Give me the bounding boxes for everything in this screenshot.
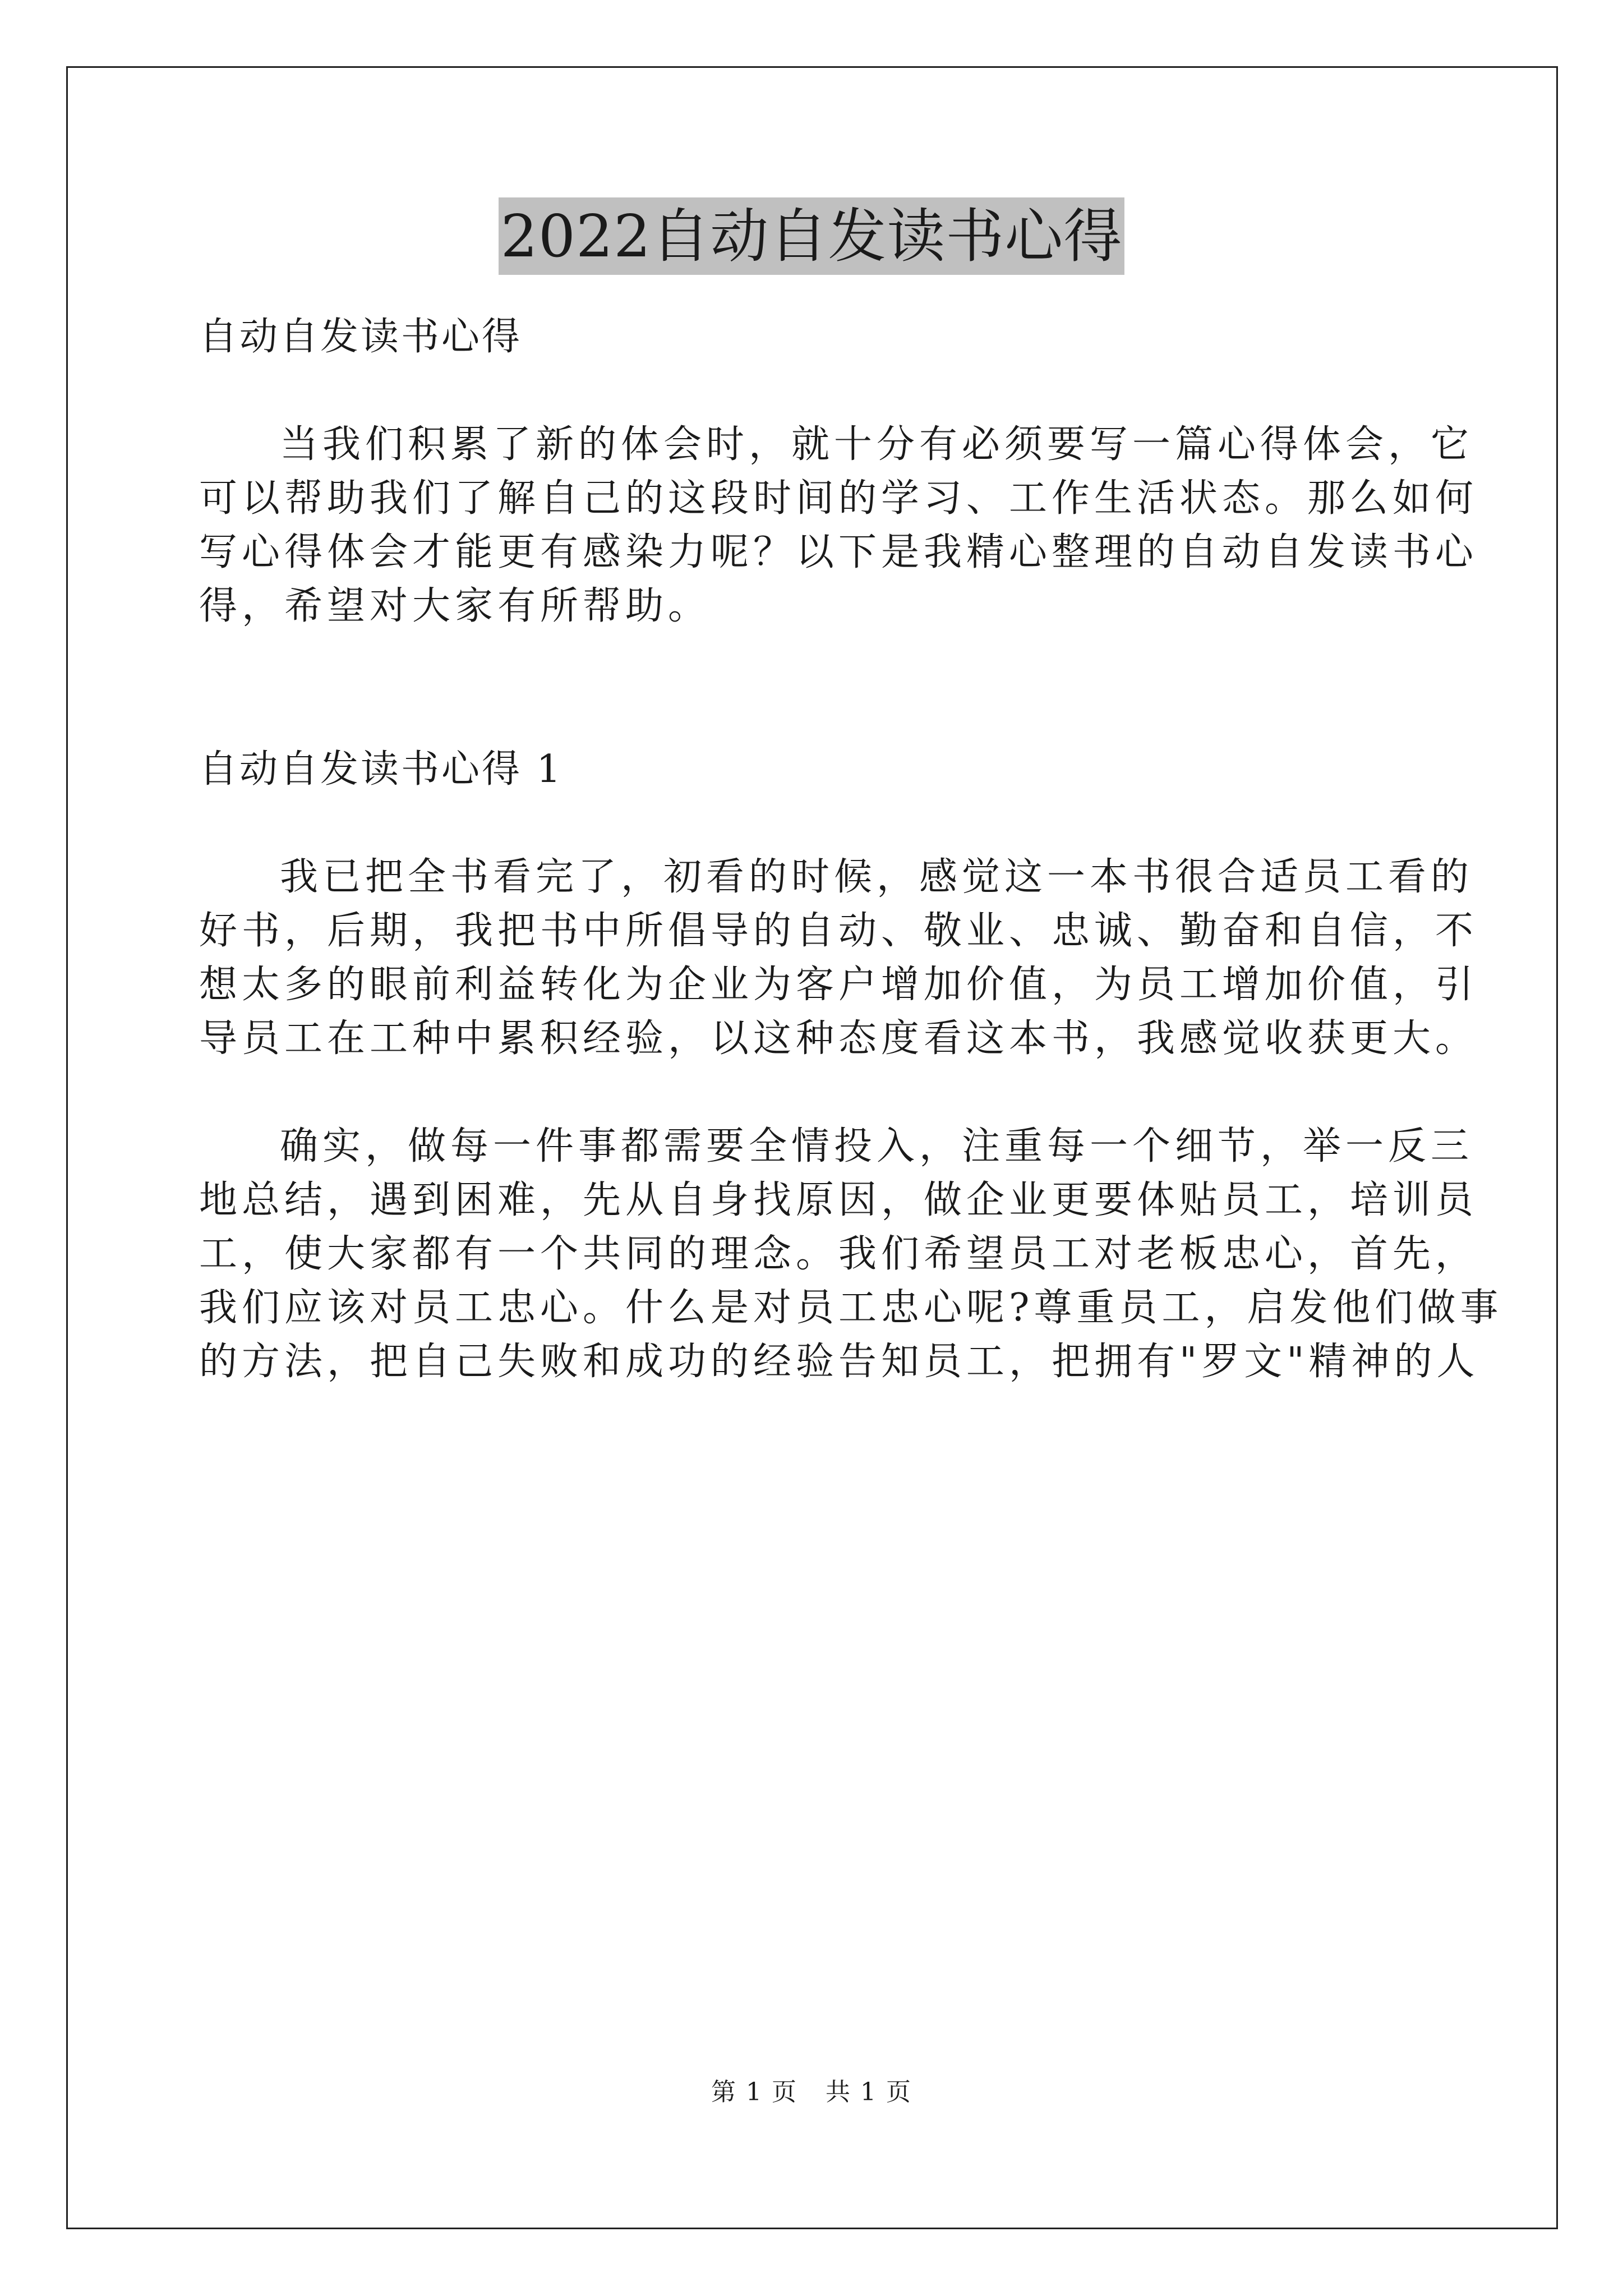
document-body	[199, 310, 1503, 1389]
document-title: 2022自动自发读书心得	[499, 197, 1125, 275]
paragraph-line: 导员工在工种中累积经验，以这种态度看这本书，我感觉收获更大。	[199, 1016, 1478, 1061]
intro-paragraph	[199, 418, 1478, 633]
section1-paragraph-2	[199, 1120, 1503, 1389]
paragraph-line: 我已把全书看完了，初看的时候，感觉这一本书很合适员工看的	[280, 855, 1474, 899]
subtitle: 自动自发读书心得	[199, 315, 523, 359]
paragraph-line: 地总结，遇到困难，先从自身找原因，做企业更要体贴员工，培训员	[199, 1178, 1478, 1222]
paragraph-line: 当我们积累了新的体会时，就十分有必须要写一篇心得体会，它	[280, 422, 1474, 467]
paragraph-line: 的方法，把自己失败和成功的经验告知员工，把拥有"罗文"精神的人	[199, 1340, 1479, 1384]
page-number: 第 1 页	[711, 2078, 797, 2106]
page-footer	[0, 2076, 1623, 2109]
paragraph-line: 我们应该对员工忠心。什么是对员工忠心呢?尊重员工，启发他们做事	[199, 1286, 1503, 1330]
paragraph-line: 好书，后期，我把书中所倡导的自动、敬业、忠诚、勤奋和自信，不	[199, 909, 1478, 953]
paragraph-line: 确实，做每一件事都需要全情投入，注重每一个细节，举一反三	[280, 1124, 1474, 1168]
paragraph-line: 写心得体会才能更有感染力呢？以下是我精心整理的自动自发读书心	[199, 530, 1478, 574]
section-heading: 自动自发读书心得 1	[199, 747, 563, 792]
paragraph-line: 工，使大家都有一个共同的理念。我们希望员工对老板忠心，首先，	[199, 1232, 1478, 1276]
paragraph-line: 想太多的眼前利益转化为企业为客户增加价值，为员工增加价值，引	[199, 963, 1478, 1007]
paragraph-line: 可以帮助我们了解自己的这段时间的学习、工作生活状态。那么如何	[199, 476, 1478, 521]
section1-paragraph-1	[199, 850, 1478, 1066]
paragraph-line: 得，希望对大家有所帮助。	[199, 584, 711, 628]
page-total: 共 1 页	[826, 2078, 912, 2106]
title-container	[0, 197, 1623, 275]
